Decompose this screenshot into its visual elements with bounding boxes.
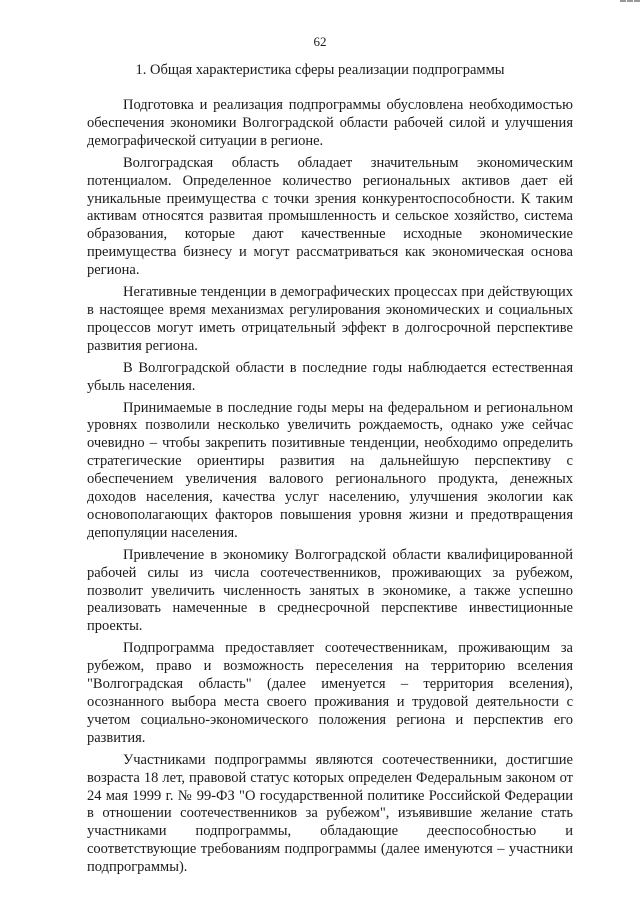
paragraph: В Волгоградской области в последние годы наблюдается естественная убыль населения. [87, 359, 573, 394]
page-number: 62 [313, 34, 327, 49]
paragraph: Волгоградская область обладает значительным экономическим потенциалом. Определенное количество региональных активов дает ей уникальные преимущества с точки зрения конкурентоспособности. К таким активам относятся развитая промышленность и сельское хозяйство, система образования, которые дают качественные исходные экономические преимущества бизнесу и могут рассматриваться как экономическая основа региона. [87, 154, 573, 279]
section-heading: 1. Общая характеристика сферы реализации подпрограммы [135, 62, 505, 78]
scan-corner-mark [620, 0, 640, 6]
paragraph: Участниками подпрограммы являются соотечественники, достигшие возраста 18 лет, правовой статус которых определен Федеральным законом от 24 мая 1999 г. № 99-ФЗ "О государственной политике Российской Федерации в отношении соотечественников за рубежом", изъявившие желание стать участниками подпрограммы, обладающие дееспособностью и соответствующие требованиям подпрограммы (далее именуются – участники подпрограммы). [87, 751, 573, 876]
paragraph: Негативные тенденции в демографических процессах при действующих в настоящее время механизмах регулирования экономических и социальных процессов могут иметь отрицательный эффект в долгосрочной перспективе развития региона. [87, 284, 573, 354]
paragraph: Подготовка и реализация подпрограммы обусловлена необходимостью обеспечения экономики Волгоградской области рабочей силой и улучшения демографической ситуации в регионе. [87, 97, 573, 149]
paragraph: Принимаемые в последние годы меры на федеральном и региональном уровнях позволили несколько увеличить рождаемость, однако уже сейчас очевидно – чтобы закрепить позитивные тенденции, необходимо определить стратегические ориентиры развития на дальнейшую перспективу с обеспечением увеличения валового регионального продукта, денежных доходов населения, качества услуг населению, улучшения экологии как основополагающих факторов повышения уровня жизни и предотвращения депопуляции населения. [87, 399, 573, 541]
paragraph: Привлечение в экономику Волгоградской области квалифицированной рабочей силы из числа соотечественников, проживающих за рубежом, позволит увеличить численность занятых в экономике, а также успешно реализовать намеченные в среднесрочной перспективе инвестиционные проекты. [87, 546, 573, 635]
paragraph: Подпрограмма предоставляет соотечественникам, проживающим за рубежом, право и возможность переселения на территорию вселения "Волгоградская область" (далее именуется – территория вселения), осознанного выбора места своего проживания и трудовой деятельности с учетом социально-экономического положения региона и перспектив его развития. [87, 640, 573, 746]
body-text [87, 97, 573, 877]
